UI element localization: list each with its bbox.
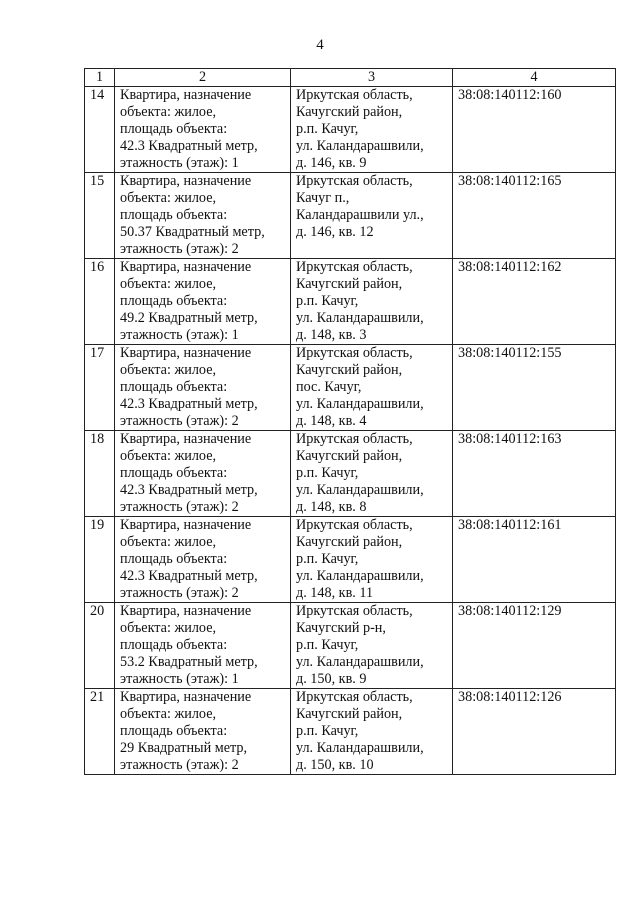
address-line: Качугский район, [296, 448, 403, 464]
address-line: ул. Каландарашвили, [296, 396, 424, 412]
address-line: Иркутская область, [296, 173, 413, 189]
address-line: ул. Каландарашвили, [296, 740, 424, 756]
address-line: Качугский район, [296, 104, 403, 120]
object-description-line: 53.2 Квадратный метр, [120, 654, 258, 670]
table-body [85, 87, 616, 775]
address-line: д. 148, кв. 3 [296, 327, 367, 343]
cadastral-number-cell: 38:08:140112:129 [453, 603, 616, 689]
cadastral-number-cell: 38:08:140112:155 [453, 345, 616, 431]
row-number: 14 [85, 87, 115, 173]
object-description-cell [115, 517, 291, 603]
table-row [85, 517, 616, 603]
header-col-1: 1 [85, 69, 115, 87]
address-line: д. 148, кв. 8 [296, 499, 367, 515]
object-description-line: площадь объекта: [120, 465, 228, 481]
header-col-2: 2 [115, 69, 291, 87]
row-number: 20 [85, 603, 115, 689]
address-line: Иркутская область, [296, 259, 413, 275]
address-line: Иркутская область, [296, 431, 413, 447]
object-description-line: площадь объекта: [120, 637, 228, 653]
address-line: Иркутская область, [296, 345, 413, 361]
address-line: р.п. Качуг, [296, 465, 359, 481]
object-description-line: объекта: жилое, [120, 104, 217, 120]
object-description-line: Квартира, назначение [120, 173, 252, 189]
address-line: д. 148, кв. 11 [296, 585, 374, 601]
address-line: Иркутская область, [296, 87, 413, 103]
address-cell [291, 87, 453, 173]
cadastral-number-cell: 38:08:140112:165 [453, 173, 616, 259]
object-description-line: этажность (этаж): 1 [120, 155, 239, 171]
address-line: Качугский район, [296, 534, 403, 550]
address-cell [291, 431, 453, 517]
address-line: пос. Качуг, [296, 379, 362, 395]
address-line: Иркутская область, [296, 689, 413, 705]
address-cell [291, 259, 453, 345]
row-number: 18 [85, 431, 115, 517]
address-line: Качугский район, [296, 706, 403, 722]
object-description-line: площадь объекта: [120, 379, 228, 395]
object-description-line: площадь объекта: [120, 293, 228, 309]
object-description-cell [115, 345, 291, 431]
object-description-line: Квартира, назначение [120, 345, 252, 361]
object-description-line: Квартира, назначение [120, 87, 252, 103]
object-description-line: объекта: жилое, [120, 534, 217, 550]
address-line: р.п. Качуг, [296, 121, 359, 137]
object-description-line: этажность (этаж): 1 [120, 671, 239, 687]
object-description-line: этажность (этаж): 2 [120, 241, 239, 257]
cadastral-number-cell: 38:08:140112:162 [453, 259, 616, 345]
object-description-line: Квартира, назначение [120, 517, 252, 533]
address-line: д. 150, кв. 10 [296, 757, 374, 773]
address-line: д. 148, кв. 4 [296, 413, 367, 429]
address-line: Качугский район, [296, 362, 403, 378]
address-line: ул. Каландарашвили, [296, 310, 424, 326]
row-number: 19 [85, 517, 115, 603]
cadastral-number-cell: 38:08:140112:160 [453, 87, 616, 173]
table-row [85, 431, 616, 517]
object-description-line: Квартира, назначение [120, 689, 252, 705]
property-table [84, 68, 616, 775]
table-row [85, 345, 616, 431]
address-line: д. 146, кв. 12 [296, 224, 374, 240]
object-description-line: объекта: жилое, [120, 448, 217, 464]
object-description-line: объекта: жилое, [120, 276, 217, 292]
address-cell [291, 689, 453, 775]
address-line: д. 146, кв. 9 [296, 155, 367, 171]
address-line: Иркутская область, [296, 517, 413, 533]
row-number: 21 [85, 689, 115, 775]
object-description-cell [115, 173, 291, 259]
object-description-line: объекта: жилое, [120, 362, 217, 378]
address-cell [291, 517, 453, 603]
object-description-line: Квартира, назначение [120, 431, 252, 447]
address-line: р.п. Качуг, [296, 551, 359, 567]
object-description-line: площадь объекта: [120, 723, 228, 739]
address-line: ул. Каландарашвили, [296, 138, 424, 154]
address-line: Качугский р-н, [296, 620, 386, 636]
object-description-line: этажность (этаж): 2 [120, 757, 239, 773]
table-row [85, 173, 616, 259]
row-number: 17 [85, 345, 115, 431]
table-row [85, 87, 616, 173]
object-description-cell [115, 87, 291, 173]
address-line: ул. Каландарашвили, [296, 482, 424, 498]
address-line: ул. Каландарашвили, [296, 568, 424, 584]
object-description-line: 29 Квадратный метр, [120, 740, 248, 756]
object-description-line: площадь объекта: [120, 207, 228, 223]
cadastral-number-cell: 38:08:140112:163 [453, 431, 616, 517]
address-line: Каландарашвили ул., [296, 207, 424, 223]
object-description-cell [115, 603, 291, 689]
table-row [85, 603, 616, 689]
object-description-line: 50.37 Квадратный метр, [120, 224, 265, 240]
address-cell [291, 345, 453, 431]
object-description-line: объекта: жилое, [120, 706, 217, 722]
address-line: д. 150, кв. 9 [296, 671, 367, 687]
table-row [85, 689, 616, 775]
object-description-line: 42.3 Квадратный метр, [120, 568, 258, 584]
object-description-line: 49.2 Квадратный метр, [120, 310, 258, 326]
object-description-line: 42.3 Квадратный метр, [120, 482, 258, 498]
row-number: 16 [85, 259, 115, 345]
table-header-row [85, 69, 616, 87]
object-description-cell [115, 431, 291, 517]
object-description-line: этажность (этаж): 2 [120, 585, 239, 601]
address-line: Качугский район, [296, 276, 403, 292]
address-cell [291, 603, 453, 689]
header-col-3: 3 [291, 69, 453, 87]
object-description-line: этажность (этаж): 2 [120, 499, 239, 515]
object-description-cell [115, 689, 291, 775]
page-number: 4 [316, 37, 324, 53]
object-description-line: этажность (этаж): 2 [120, 413, 239, 429]
object-description-line: площадь объекта: [120, 121, 228, 137]
table-row [85, 259, 616, 345]
object-description-line: объекта: жилое, [120, 620, 217, 636]
object-description-cell [115, 259, 291, 345]
object-description-line: этажность (этаж): 1 [120, 327, 239, 343]
cadastral-number-cell: 38:08:140112:126 [453, 689, 616, 775]
address-line: Качуг п., [296, 190, 350, 206]
object-description-line: Квартира, назначение [120, 259, 252, 275]
cadastral-number-cell: 38:08:140112:161 [453, 517, 616, 603]
header-col-4: 4 [453, 69, 616, 87]
address-line: р.п. Качуг, [296, 293, 359, 309]
address-cell [291, 173, 453, 259]
object-description-line: 42.3 Квадратный метр, [120, 396, 258, 412]
row-number: 15 [85, 173, 115, 259]
object-description-line: площадь объекта: [120, 551, 228, 567]
address-line: р.п. Качуг, [296, 723, 359, 739]
object-description-line: объекта: жилое, [120, 190, 217, 206]
address-line: Иркутская область, [296, 603, 413, 619]
object-description-line: Квартира, назначение [120, 603, 252, 619]
object-description-line: 42.3 Квадратный метр, [120, 138, 258, 154]
address-line: р.п. Качуг, [296, 637, 359, 653]
address-line: ул. Каландарашвили, [296, 654, 424, 670]
